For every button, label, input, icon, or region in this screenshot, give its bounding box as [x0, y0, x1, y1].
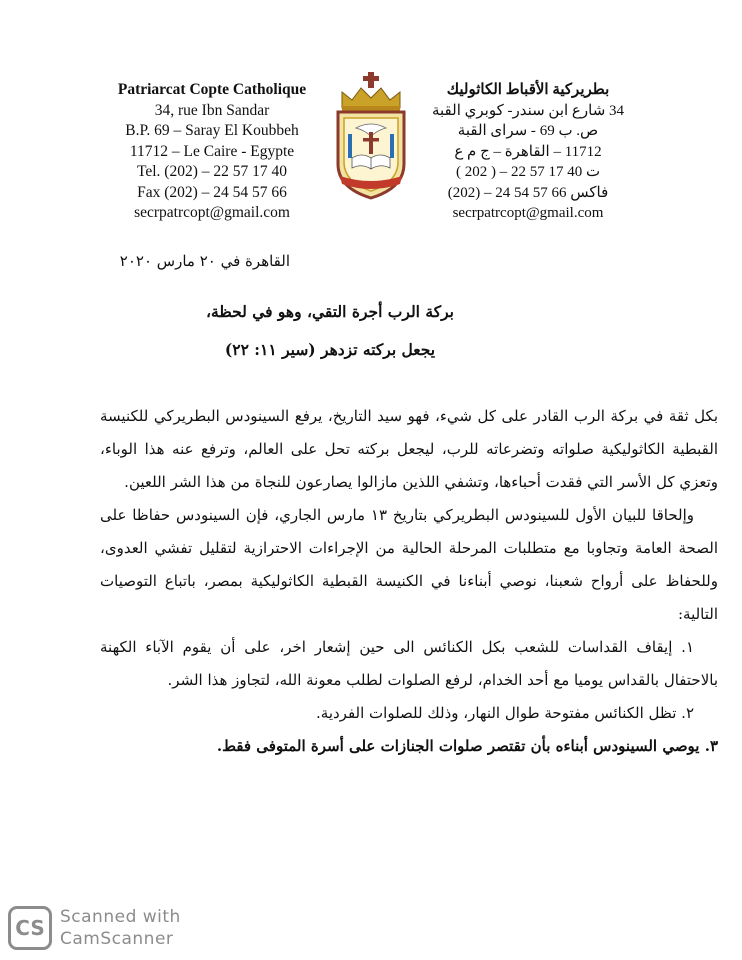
watermark-line-2: CamScanner [60, 929, 174, 949]
letter-date: القاهرة في ٢٠ مارس ٢٠٢٠ [119, 252, 290, 270]
verse-line-2: يجعل بركته تزدهر (سير ١١: ٢٢) [224, 340, 436, 359]
list-item-2: ٢. تظل الكنائس مفتوحة طوال النهار، وذلك للصلوات الفردية. [316, 704, 694, 722]
phone-line: Tel. (202) – 22 57 17 40 [136, 163, 288, 180]
city-line-ar: 11712 – القاهرة – ج م ع [454, 143, 602, 160]
list-item-3: ٣. يوصي السينودس أبناءه بأن تقتصر صلوات الجنازات على أسرة المتوفى فقط. [216, 737, 718, 755]
org-name-arabic: بطريركية الأقباط الكاثوليك [446, 82, 610, 98]
address-line-ar: 34 شارع ابن سندر- كوبري القبة [431, 102, 625, 119]
camscanner-logo-icon: CS [8, 906, 52, 950]
paragraph-recommendations: وإلحاقا للبيان الأول للسينودس البطريركي بتاريخ ١٣ مارس الجاري، فإن السينودس حفاظا على الصحة العامة وتجاوبا مع متطلبات المرحلة الحالية من الإجراءات الاحترازية لتقليل تفشي العدوى، وللحفاظ على أرواح شعبنا، نوصي أبناءنا في الكنيسة القبطية الكاثوليكية بمصر، باتباع التوصيات التالية: [100, 506, 718, 623]
city-line: 11712 – Le Caire - Egypte [129, 142, 295, 160]
po-box-line-ar: ص. ب 69 - سراى القبة [457, 123, 599, 139]
coptic-catholic-crest-icon [328, 72, 414, 202]
address-line: 34, rue Ibn Sandar [154, 101, 270, 119]
letterhead-arabic [428, 80, 628, 224]
email-line-ar: secrpatrcopt@gmail.com [452, 205, 604, 221]
list-item-1: ١. إيقاف القداسات للشعب بكل الكنائس الى حين إشعار اخر، على أن يقوم الآباء الكهنة بالاحتفال بالقداس يوميا مع أحد الخدام، لرفع الصلوات لطلب معونة الله، لتجاوز هذا الشر. [100, 638, 718, 689]
verse-line-1: بركة الرب أجرة التقي، وهو في لحظة، [206, 302, 454, 321]
org-name-french: Patriarcat Copte Catholique [117, 81, 307, 98]
email-line: secrpatrcopt@gmail.com [134, 204, 290, 221]
po-box-line: B.P. 69 – Saray El Koubbeh [125, 122, 299, 139]
watermark-line-1: Scanned with [60, 907, 181, 927]
letterhead-french [112, 80, 312, 224]
paragraph-intro: بكل ثقة في بركة الرب القادر على كل شيء، فهو سيد التاريخ، يرفع السينودس البطريركي للكنيسة القبطية الكاثوليكية صلواته وتضرعاته للرب، ليجعل بركته تحل على العالم، وترفع عنه هذا الوباء، وتعزي كل الأسر التي فقدت أحباءها، وتشفي اللذين مازالوا يصارعون للنجاة من هذا الشر اللعين. [100, 407, 718, 491]
letter-body [100, 400, 718, 763]
fax-line-ar: فاكس 66 57 54 24 – (202) [447, 184, 609, 201]
phone-line-ar: ت 40 17 57 22 – ( 202 ) [455, 164, 601, 180]
camscanner-watermark [8, 906, 181, 950]
fax-line: Fax (202) – 24 54 57 66 [137, 183, 287, 201]
